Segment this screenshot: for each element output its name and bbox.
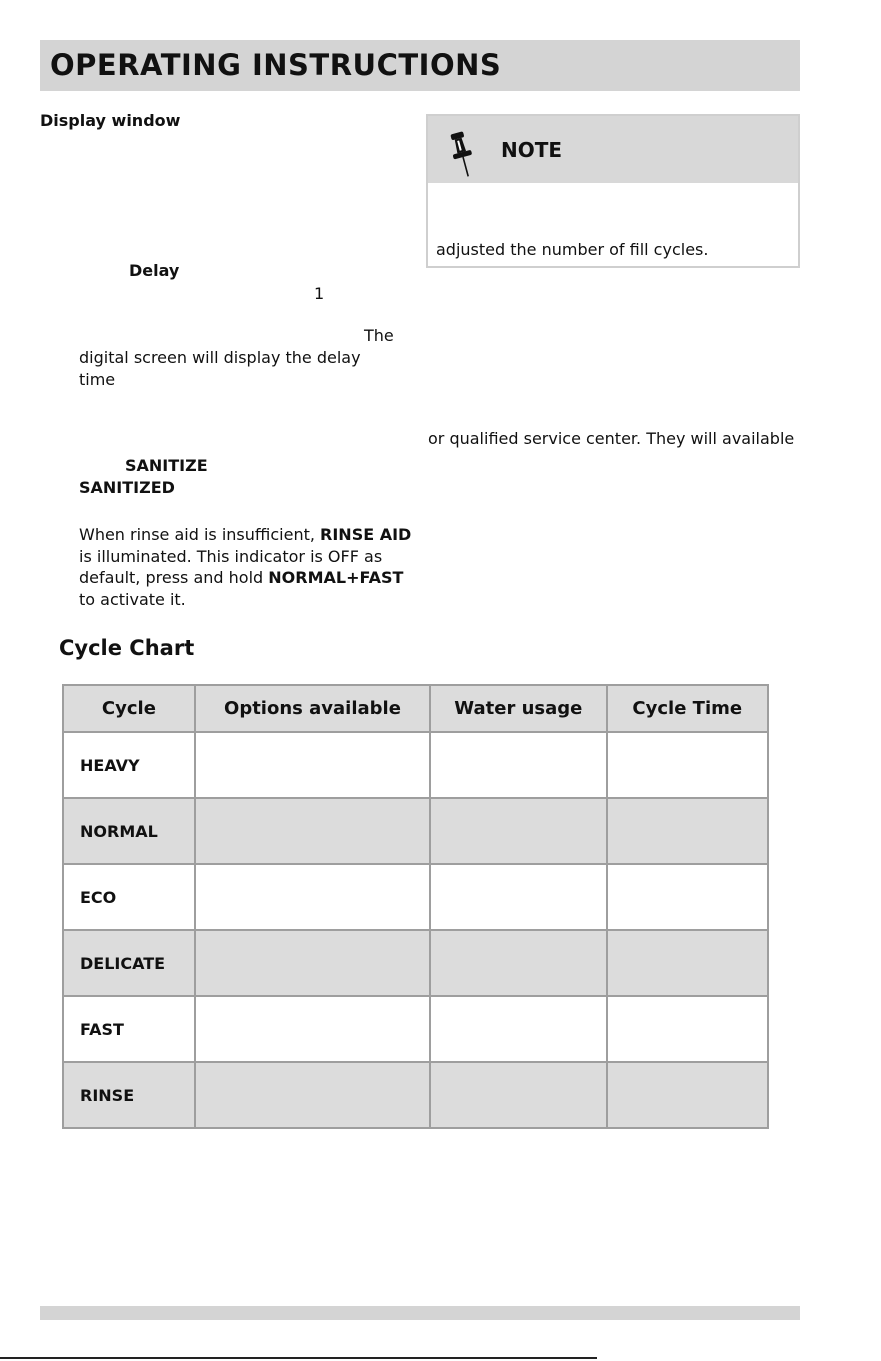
delay-digit: 1 — [314, 284, 325, 303]
time-cell — [607, 798, 768, 864]
options-cell — [195, 1062, 430, 1128]
the-word: The — [364, 326, 394, 345]
cycle-name: NORMAL — [63, 798, 195, 864]
table-row — [63, 798, 768, 864]
time-cell — [607, 930, 768, 996]
time-cell — [607, 864, 768, 930]
note-header — [428, 116, 798, 183]
table-row — [63, 864, 768, 930]
header-bar — [40, 40, 800, 91]
table-row — [63, 996, 768, 1062]
rinse-line-3: default, press and hold NORMAL+FAST — [79, 568, 404, 587]
column-header-cycle: Cycle — [63, 685, 195, 732]
table-row — [63, 732, 768, 798]
cycle-name: DELICATE — [63, 930, 195, 996]
table-row — [63, 1062, 768, 1128]
options-cell — [195, 732, 430, 798]
time-cell — [607, 996, 768, 1062]
water-cell — [430, 930, 606, 996]
delay-heading: Delay — [129, 261, 180, 280]
sanitized-heading: SANITIZED — [79, 478, 175, 497]
water-cell — [430, 732, 606, 798]
water-cell — [430, 1062, 606, 1128]
column-header-water: Water usage — [430, 685, 606, 732]
cycle-name: ECO — [63, 864, 195, 930]
page-title: OPERATING INSTRUCTIONS — [50, 48, 502, 82]
cycle-name: HEAVY — [63, 732, 195, 798]
time-cell — [607, 732, 768, 798]
cycle-chart-title: Cycle Chart — [59, 636, 195, 660]
rinse-line-2: is illuminated. This indicator is OFF as — [79, 546, 383, 566]
sanitize-heading: SANITIZE — [125, 456, 208, 475]
options-cell — [195, 996, 430, 1062]
water-cell — [430, 864, 606, 930]
display-window-label: Display window — [40, 111, 181, 130]
rinse-line-1: When rinse aid is insufficient, RINSE AID — [79, 525, 412, 544]
footer-bar — [40, 1306, 800, 1320]
options-cell — [195, 930, 430, 996]
water-cell — [430, 996, 606, 1062]
options-cell — [195, 798, 430, 864]
column-header-options: Options available — [195, 685, 430, 732]
bottom-rule — [0, 1357, 597, 1359]
cycle-chart-table — [62, 684, 769, 1129]
note-box — [426, 114, 800, 268]
delay-time-word: time — [79, 370, 116, 389]
cycle-name: FAST — [63, 996, 195, 1062]
note-title: NOTE — [501, 138, 563, 162]
note-text: adjusted the number of fill cycles. — [436, 240, 709, 259]
column-header-time: Cycle Time — [607, 685, 768, 732]
time-cell — [607, 1062, 768, 1128]
delay-screen-line: digital screen will display the delay — [79, 348, 361, 367]
service-center-text: or qualified service center. They will available — [428, 429, 795, 448]
cycle-name: RINSE — [63, 1062, 195, 1128]
water-cell — [430, 798, 606, 864]
rinse-aid-paragraph — [79, 524, 424, 610]
rinse-line-4: to activate it. — [79, 589, 186, 609]
pushpin-icon — [450, 130, 476, 180]
table-header-row — [63, 685, 768, 732]
table-row — [63, 930, 768, 996]
options-cell — [195, 864, 430, 930]
